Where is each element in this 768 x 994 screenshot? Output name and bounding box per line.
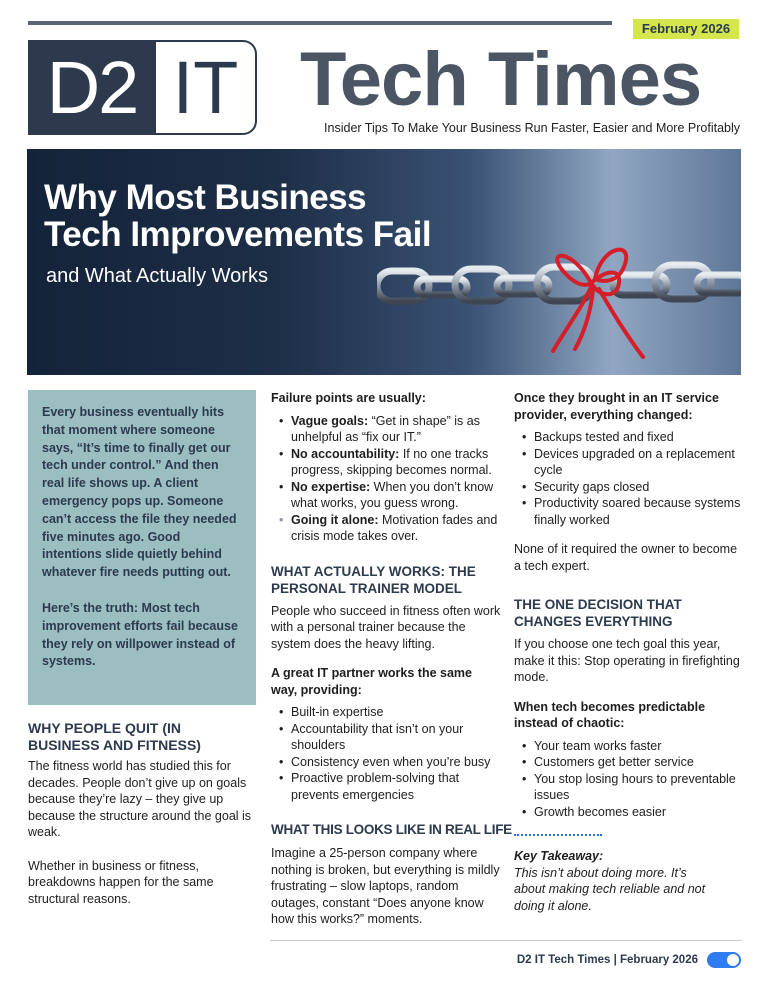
list-item: • Devices upgraded on a replacement cycle — [514, 446, 742, 479]
column-1 — [28, 720, 256, 907]
footer-text: D2 IT Tech Times | February 2026 — [516, 954, 698, 966]
it-partner-list — [271, 704, 501, 803]
intro-sidebar — [28, 390, 256, 705]
logo-d2: D2 — [28, 40, 156, 135]
column-3 — [514, 390, 742, 914]
it-partner-lead: A great IT partner works the same way, providing: — [271, 666, 472, 697]
col1-paragraph-1: The fitness world has studied this for decades. People don’t give up on goals because they’re lazy – they give up because the structure around the goal is weak. — [28, 759, 252, 839]
section-heading-what-actually-works: WHAT ACTUALLY WORKS: THE PERSONAL TRAINER MODEL — [271, 563, 476, 596]
list-item: • Consistency even when you’re busy — [271, 754, 501, 771]
section-heading-real-life: WHAT THIS LOOKS LIKE IN REAL LIFE — [271, 822, 512, 837]
masthead-tagline: Insider Tips To Make Your Business Run Faster, Easier and More Profitably — [324, 121, 740, 135]
sidebar-paragraph-2: Here’s the truth: Most tech improvement efforts fail because they rely on willpower instead of systems. — [42, 600, 238, 669]
key-takeaway-text: This isn’t about doing more. It’s about making tech reliable and not doing it alone. — [514, 865, 706, 913]
toggle-switch-icon — [707, 952, 741, 968]
col2-trainer-paragraph: People who succeed in fitness often work with a personal trainer because the system does the heavy lifting. — [271, 603, 501, 651]
col3-goal-paragraph: If you choose one tech goal this year, make it this: Stop operating in firefighting mode. — [514, 637, 740, 684]
sidebar-paragraph-1: Every business eventually hits that moment where someone says, “It’s time to finally get our tech under control.” And then real life shows up. A client emergency pops up. Someone can’t access the file they needed five minutes ago. Good intentions slide quietly behind whatever fire needs putting out. — [42, 405, 237, 580]
top-rule — [28, 21, 612, 25]
failure-points-list — [271, 413, 501, 545]
dotted-divider — [514, 834, 602, 836]
predictable-tech-lead: When tech becomes predictable instead of chaotic: — [514, 699, 706, 730]
masthead-title: Tech Times — [300, 37, 702, 122]
it-provider-lead: Once they brought in an IT service provider, everything changed: — [514, 391, 719, 422]
logo-it: IT — [156, 40, 257, 135]
key-takeaway-label: Key Takeaway: — [514, 849, 604, 863]
col3-owner-paragraph: None of it required the owner to become a tech expert. — [514, 542, 738, 573]
list-item: • Productivity soared because systems finally worked — [514, 495, 742, 528]
list-item: • Security gaps closed — [514, 479, 742, 496]
list-item: • Proactive problem-solving that prevents emergencies — [271, 770, 501, 803]
col2-real-life-paragraph: Imagine a 25-person company where nothing is broken, but everything is mildly frustrating – slow laptops, random outages, constant “Does anyone know how this works?” moments. — [271, 846, 500, 926]
hero-title — [44, 179, 431, 253]
footer-rule — [270, 940, 742, 941]
hero-title-line2: Tech Improvements Fail — [44, 215, 432, 254]
list-item: • Accountability that isn’t on your shoulders — [271, 721, 501, 754]
issue-date-badge: February 2026 — [633, 19, 739, 39]
list-item: • No accountability: If no one tracks progress, skipping becomes normal. — [271, 446, 501, 479]
hero-title-line1: Why Most Business — [44, 178, 367, 217]
chain-with-red-bow-image — [377, 209, 741, 369]
results-list — [514, 738, 742, 821]
section-heading-why-people-quit: WHY PEOPLE QUIT (IN BUSINESS AND FITNESS) — [28, 720, 201, 753]
toggle-knob — [727, 954, 739, 966]
list-item: • Growth becomes easier — [514, 804, 742, 821]
d2it-logo — [28, 40, 257, 135]
list-item: • Your team works faster — [514, 738, 742, 755]
changes-list — [514, 429, 742, 528]
list-item: • Backups tested and fixed — [514, 429, 742, 446]
list-item: • Customers get better service — [514, 754, 742, 771]
list-item: • You stop losing hours to preventable issues — [514, 771, 742, 804]
col1-paragraph-2: Whether in business or fitness, breakdowns happen for the same structural reasons. — [28, 858, 214, 906]
column-2 — [271, 390, 512, 928]
hero-subtitle: and What Actually Works — [46, 265, 268, 287]
list-item: • Vague goals: “Get in shape” is as unhelpful as “fix our IT.” — [271, 413, 501, 446]
hero-banner — [27, 149, 741, 375]
list-item: • Going it alone: Motivation fades and crisis mode takes over. — [271, 512, 501, 545]
list-item: • No expertise: When you don’t know what works, you guess wrong. — [271, 479, 501, 512]
failure-points-lead: Failure points are usually: — [271, 391, 426, 405]
list-item: • Built-in expertise — [271, 704, 501, 721]
section-heading-one-decision: THE ONE DECISION THAT CHANGES EVERYTHING — [514, 597, 682, 629]
